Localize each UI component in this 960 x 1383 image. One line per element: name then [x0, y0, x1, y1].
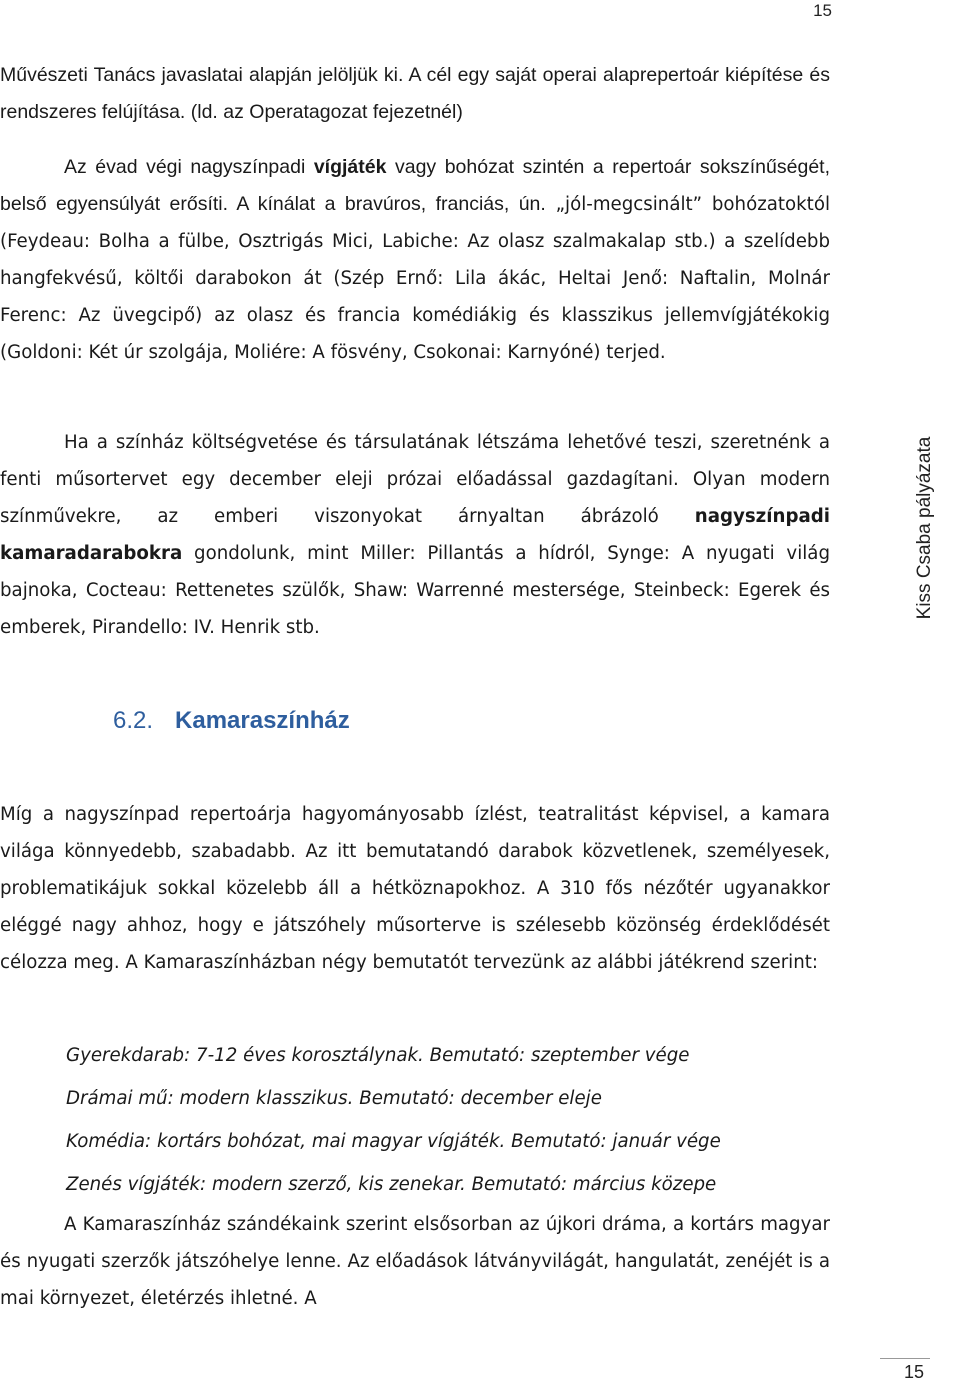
paragraph-comedy-text-end: „jól-megcsinált” bohózatoktól (Feydeau: Bolha a fülbe, Osztrigás Mici, Labiche: Az olasz szalmakalap stb.) a szelídebb hangfekvésű, költői darabokon át (Szép Ernő: Lila ákác, Heltai Jenő: Naftalin, Molnár Ferenc: Az üvegcipő) az olasz és francia komédiákig és klasszikus jellemvígjátékokig (Goldoni: Két úr szolgája, Moliére: A fösvény, Csokonai: Karnyóné) terjed. [0, 194, 830, 363]
section-number: 6.2. [113, 707, 154, 734]
paragraph-kamara-intro: Míg a nagyszínpad repertoárja hagyományosabb ízlést, teatralitást képvisel, a kamara világa könnyedebb, szabadabb. Az itt bemutatandó darabok közvetlenek, személyesek, problematikájuk sokkal közelebb áll a hétköznapokhoz. A 310 fős nézőtér ugyanakkor eléggé nagy ahhoz, hogy e játszóhely műsorterve is szélesebb közönség érdeklődését célozza meg. A Kamaraszínházban négy bemutatót tervezünk az alábbi játékrend szerint: [0, 804, 830, 973]
section-title: Kamaraszínház [175, 707, 350, 734]
page-number-bottom: 15 [903, 1362, 924, 1382]
bold-term-vigjatek: vígjáték [313, 156, 387, 178]
paragraph-comedy-text-middle: vagy bohózat szintén a repertoár sokszínűségét, belső egyensúlyát erősíti. A kínálat a bravúros, franciás, ún. [0, 156, 830, 215]
paragraph-chamber-text-start: Ha a színház költségvetése és társulatának létszáma lehetővé teszi, szeretnénk a fenti műsortervet egy december eleji prózai előadással gazdagítani. Olyan modern színművekre, az emberi viszonyokat árnyaltan ábrázoló [0, 432, 830, 527]
schedule-list [66, 1034, 721, 1206]
paragraph-comedy-text-start: Az évad végi nagyszínpadi [64, 156, 314, 178]
list-item: Zenés vígjáték: modern szerző, kis zenekar. Bemutató: március közepe [66, 1174, 717, 1195]
section-heading [113, 707, 350, 735]
paragraph-comedy [0, 149, 830, 371]
paragraph-kamara-vision: A Kamaraszínház szándékaink szerint elsősorban az újkori dráma, a kortárs magyar és nyugati szerzők játszóhelye lenne. Az előadások látványvilágát, hangulatát, zenéjét is a mai környezet, életérzés ihletné. A [0, 1214, 830, 1309]
bold-term-kamaradarabok: nagyszínpadi kamaradarabokra [0, 506, 830, 564]
paragraph-chamber-plays [0, 424, 830, 646]
paragraph-opera-repertoire: Művészeti Tanács javaslatai alapján jelöljük ki. A cél egy saját operai alaprepertoár kiépítése és rendszeres felújítása. (ld. az Operatagozat fejezetnél) [0, 64, 830, 123]
side-author-label: Kiss Csaba pályázata [914, 436, 935, 620]
page-number-top: 15 [813, 1, 832, 20]
list-item: Drámai mű: modern klasszikus. Bemutató: december eleje [66, 1088, 602, 1109]
footer-rule [880, 1358, 930, 1359]
list-item: Komédia: kortárs bohózat, mai magyar vígjáték. Bemutató: január vége [66, 1131, 721, 1152]
paragraph-chamber-text-end: gondolunk, mint Miller: Pillantás a hídról, Synge: A nyugati világ bajnoka, Cocteau: Rettenetes szülők, Shaw: Warrenné mestersége, Steinbeck: Egerek és emberek, Pirandello: IV. Henrik stb. [0, 543, 830, 638]
list-item: Gyerekdarab: 7-12 éves korosztálynak. Bemutató: szeptember vége [66, 1045, 690, 1066]
